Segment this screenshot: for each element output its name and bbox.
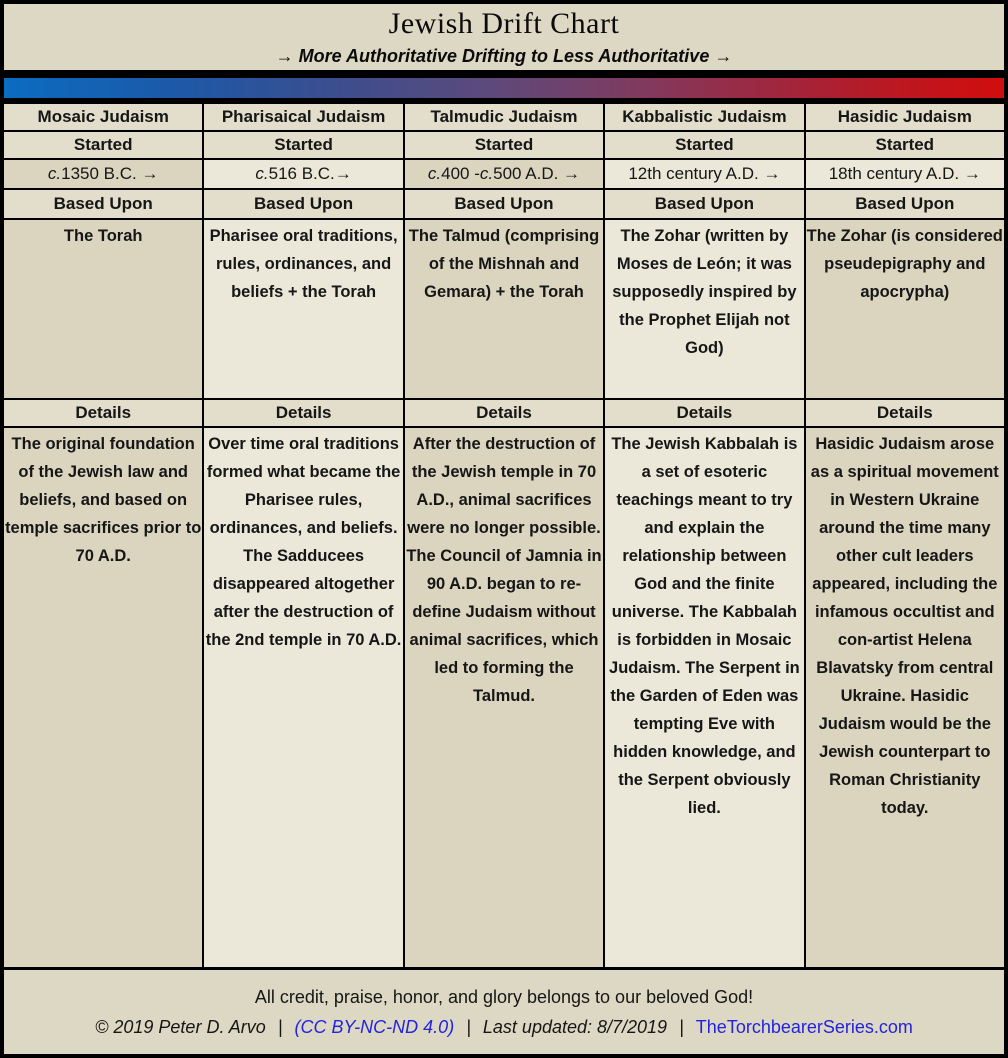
based-upon-label-pharisaical: Based Upon — [204, 190, 402, 218]
drift-table — [4, 104, 1004, 967]
based-upon-label-kabbalistic: Based Upon — [605, 190, 803, 218]
based-upon-cell-pharisaical: Pharisee oral traditions, rules, ordinances, and beliefs + the Torah — [204, 220, 402, 398]
details-cell-talmudic: After the destruction of the Jewish temple in 70 A.D., animal sacrifices were no longer possible. The Council of Jamnia in 90 A.D. began to re-define Judaism without animal sacrifices, which led to forming the Talmud. — [405, 428, 603, 967]
started-date-hasidic: 18th century A.D. → — [806, 160, 1004, 188]
started-date-mosaic: c. 1350 B.C. → — [4, 160, 202, 188]
separator: | — [679, 1016, 684, 1037]
details-cell-mosaic: The original foundation of the Jewish law and beliefs, and based on temple sacrifices prior to 70 A.D. — [4, 428, 202, 967]
meta-line — [95, 1017, 913, 1038]
chart-subtitle: → More Authoritative Drifting to Less Authoritative → — [275, 46, 733, 66]
started-date-talmudic: c. 400 - c. 500 A.D. → — [405, 160, 603, 188]
chart-header — [4, 4, 1004, 70]
started-label-mosaic: Started — [4, 132, 202, 158]
credit-line: All credit, praise, honor, and glory belongs to our beloved God! — [254, 986, 754, 1007]
started-date-pharisaical: c. 516 B.C.→ — [204, 160, 402, 188]
started-label-hasidic: Started — [806, 132, 1004, 158]
column-header-hasidic-judaism: Hasidic Judaism — [806, 104, 1004, 130]
details-cell-kabbalistic: The Jewish Kabbalah is a set of esoteric teachings meant to try and explain the relationship between God and the finite universe. The Kabbalah is forbidden in Mosaic Judaism. The Serpent in the Garden of Eden was tempting Eve with hidden knowledge, and the Serpent obviously lied. — [605, 428, 803, 967]
started-date-kabbalistic: 12th century A.D. → — [605, 160, 803, 188]
based-upon-label-talmudic: Based Upon — [405, 190, 603, 218]
last-updated-text: Last updated: 8/7/2019 — [482, 1016, 668, 1037]
column-header-talmudic-judaism: Talmudic Judaism — [405, 104, 603, 130]
chart-title: Jewish Drift Chart — [388, 7, 620, 40]
details-label-talmudic: Details — [405, 400, 603, 426]
based-upon-cell-hasidic: The Zohar (is considered pseudepigraphy and apocrypha) — [806, 220, 1004, 398]
column-header-pharisaical-judaism: Pharisaical Judaism — [204, 104, 402, 130]
site-link[interactable]: TheTorchbearerSeries.com — [695, 1016, 913, 1037]
column-header-mosaic-judaism: Mosaic Judaism — [4, 104, 202, 130]
based-upon-cell-kabbalistic: The Zohar (written by Moses de León; it was supposedly inspired by the Prophet Elijah not God) — [605, 220, 803, 398]
details-cell-hasidic: Hasidic Judaism arose as a spiritual movement in Western Ukraine around the time many other cult leaders appeared, including the infamous occultist and con-artist Helena Blavatsky from central Ukraine. Hasidic Judaism would be the Jewish counterpart to Roman Christianity today. — [806, 428, 1004, 967]
based-upon-label-hasidic: Based Upon — [806, 190, 1004, 218]
separator: | — [277, 1016, 283, 1037]
started-label-talmudic: Started — [405, 132, 603, 158]
based-upon-label-mosaic: Based Upon — [4, 190, 202, 218]
details-label-hasidic: Details — [806, 400, 1004, 426]
copyright-text: © 2019 Peter D. Arvo — [95, 1016, 266, 1037]
details-cell-pharisaical: Over time oral traditions formed what became the Pharisee rules, ordinances, and beliefs. The Sadducees disappeared altogether after the destruction of the 2nd temple in 70 A.D. — [204, 428, 402, 967]
authority-gradient-bar — [4, 78, 1004, 98]
column-header-kabbalistic-judaism: Kabbalistic Judaism — [605, 104, 803, 130]
details-label-kabbalistic: Details — [605, 400, 803, 426]
chart-footer — [4, 970, 1004, 1054]
started-label-kabbalistic: Started — [605, 132, 803, 158]
details-label-mosaic: Details — [4, 400, 202, 426]
details-label-pharisaical: Details — [204, 400, 402, 426]
based-upon-cell-mosaic: The Torah — [4, 220, 202, 398]
started-label-pharisaical: Started — [204, 132, 402, 158]
license-link[interactable]: (CC BY-NC-ND 4.0) — [294, 1016, 455, 1037]
separator: | — [466, 1016, 471, 1037]
based-upon-cell-talmudic: The Talmud (comprising of the Mishnah and Gemara) + the Torah — [405, 220, 603, 398]
